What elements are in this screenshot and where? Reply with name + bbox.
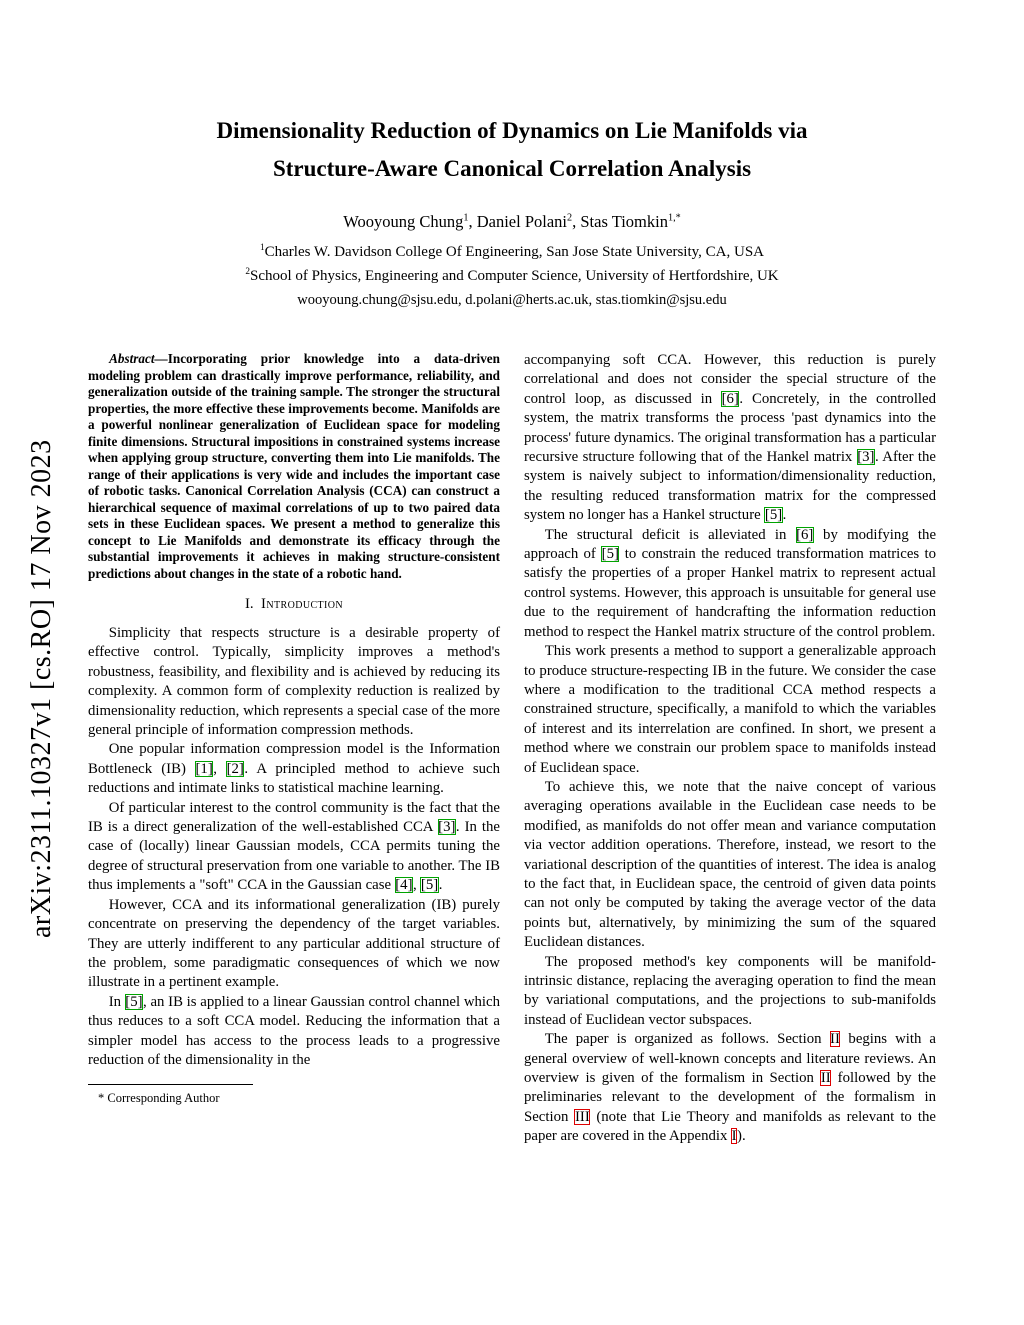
right-column [524,351,936,1147]
section-title: Introduction [261,596,343,612]
citation-link[interactable]: [5] [420,877,439,894]
citation-link[interactable]: [6] [796,526,814,543]
citation-link[interactable]: [4] [395,877,413,894]
footnote-rule [88,1084,253,1085]
paragraph: Simplicity that respects structure is a desirable property of effective control. Typically, simplicity improves a method's robustness, feasibility, and flexibility and is achieved by reducing its complexity. A common form of complexity reduction is realized by dimensionality reduction, which represents a special case of the more general principle of information compression methods. [88,625,500,739]
superscript-marker: 1 [259,243,265,253]
citation-link[interactable]: [3] [857,449,875,466]
paper-title-line1: Dimensionality Reduction of Dynamics on Lie Manifolds via [216,118,808,143]
section-heading-introduction [88,596,500,613]
paper-title [0,112,1024,188]
paragraph: accompanying soft CCA. However, this reduction is purely correlational and does not consider the special structure of the control loop, as discussed in [6]. Concretely, in the controlled system, the matrix transforms the process 'past dynamics into the process' future dynamics. The original transformation has a particular recursive structure following that of the Hankel matrix [3]. After the system is naively subject to information/dimensionality reduction, the resulting reduced transformation matrix for the compressed system no longer has a Hankel structure [5]. [524,352,937,524]
affiliation-1: $^1$Charles W. Davidson College Of Engineering, San Jose State University, CA, USA [259,243,765,260]
paragraph: Of particular interest to the control community is the fact that the IB is a direct generalization of the well-established CCA [3]. In the case of (locally) linear Gaussian models, CCA permits tuning the degree of structural preservation from one variable to another. The IB thus implements a "soft" CCA in the Gaussian case [4], [5]. [88,799,500,894]
citation-link[interactable]: [2] [226,760,244,777]
paragraph: The proposed method's key components will be manifold-intrinsic distance, replacing the averaging operation to find the mean by variational computations, and the projections to sub-manifolds instead of Euclidean vector subspaces. [524,953,936,1028]
paragraph: The paper is organized as follows. Section II begins with a general overview of well-known concepts and literature reviews. An overview is given of the formalism in Section II followed by the preliminaries relevant to the development of the formalism in Section III (note that Lie Theory and manifolds as relevant to the paper are covered in the Appendix I). [524,1031,937,1145]
paragraph: To achieve this, we note that the naive concept of various averaging operations available in the Euclidean case needs to be modified, as manifolds do not offer mean and variance computation via vector addition operations. Therefore, instead, we resort to the variational description of the quantities of interest. The idea is analog to the fact that, in Euclidean space, the centroid of given data points can not only be computed by taking the average vector of the data points but, alternatively, by minimizing the sum of the squared Euclidean distances. [524,778,936,951]
superscript-marker: 2 [245,267,250,277]
citation-link[interactable]: [5] [601,546,619,563]
section-ref-link[interactable]: II [830,1031,840,1048]
section-ref-link[interactable]: I [731,1128,737,1145]
authors-line: Wooyoung Chung$^1$, Daniel Polani$^2$, Stas Tiomkin$^{1,*}$ [343,212,681,231]
affiliation-2: $^2$School of Physics, Engineering and Computer Science, University of Hertfordshire, UK [245,267,779,284]
superscript-marker: 2 [567,212,573,224]
citation-link[interactable]: [3] [438,819,456,836]
superscript-marker: 1,* [667,212,681,224]
two-column-body [0,351,1024,1147]
affiliations-block [0,240,1024,288]
citation-link[interactable]: [5] [125,993,143,1010]
citation-link[interactable]: [5] [764,507,783,524]
section-ref-link[interactable]: II [820,1070,831,1087]
abstract-text: Incorporating prior knowledge into a data-driven modeling problem can drastically improve performance, reliability, and generalization outside of the training sample. The stronger the structural properties, the more effective these improvements become. Manifolds are a powerful nonlinear generalization of Euclidean space for modeling finite dimensions. Structural impositions in constrained systems increase when applying group structure, converting them into Lie manifolds. The range of their applications is very wide and includes the important case of robotic tasks. Canonical Correlation Analysis (CCA) can construct a hierarchical sequence of maximal correlations of up to two paired data sets in these Euclidean spaces. We present a method to generalize this concept to Lie Manifolds and demonstrate its efficacy through the substantial improvements it achieves in making structure-consistent predictions about changes in the state of a robotic hand. [88,351,500,581]
superscript-marker: 1 [463,212,469,224]
abstract [88,351,500,582]
paragraph: This work presents a method to support a generalizable approach to produce structure-respecting IB in the future. We consider the case where a modification to the traditional CCA method respects a constrained structure, specifically, a manifold to which the variables of interest and its interrelation are confined. In short, we present a method where we constrain our problem space to manifolds instead of Euclidean space. [524,643,936,776]
emails-line: wooyoung.chung@sjsu.edu, d.polani@herts.ac.uk, stas.tiomkin@sjsu.edu [297,292,727,308]
abstract-label: Abstract— [109,351,168,366]
left-column [88,351,500,1147]
paragraph: However, CCA and its informational generalization (IB) purely concentrate on preserving the dependency of the target variables. They are utterly indifferent to any particular additional structure of the problem, some paradigmatic consequences of which we now illustrate in a pertinent example. [88,896,500,991]
paper-title-line2: Structure-Aware Canonical Correlation Analysis [272,156,752,181]
paragraph: In [5], an IB is applied to a linear Gaussian control channel which thus reduces to a soft CCA model. Reducing the information that a simpler model has access to the process leads to a progressive reduction of the dimensionality in the [88,993,500,1068]
paper-header [0,0,1024,309]
citation-link[interactable]: [6] [721,390,739,407]
paragraph: The structural deficit is alleviated in [6] by modifying the approach of [5] to constrain the reduced transformation matrices to satisfy the properties of a proper Hankel matrix to represent actual control systems. However, this approach is unsuitable for general use due to the requirement of handcrafting the information reduction method to respect the Hankel matrix structure of the control problem. [524,526,937,640]
citation-link[interactable]: [1] [195,760,213,777]
section-ref-link[interactable]: III [574,1108,590,1125]
paragraph: One popular information compression model is the Information Bottleneck (IB) [1], [2]. A principled method to achieve such reductions and intimate links to statistical machine learning. [88,741,501,797]
section-number: I. [245,596,254,612]
arxiv-sideband-label: arXiv:2311.10327v1 [cs.RO] 17 Nov 2023 [26,439,57,938]
footnote-corresponding-author: * Corresponding Author [98,1091,220,1106]
